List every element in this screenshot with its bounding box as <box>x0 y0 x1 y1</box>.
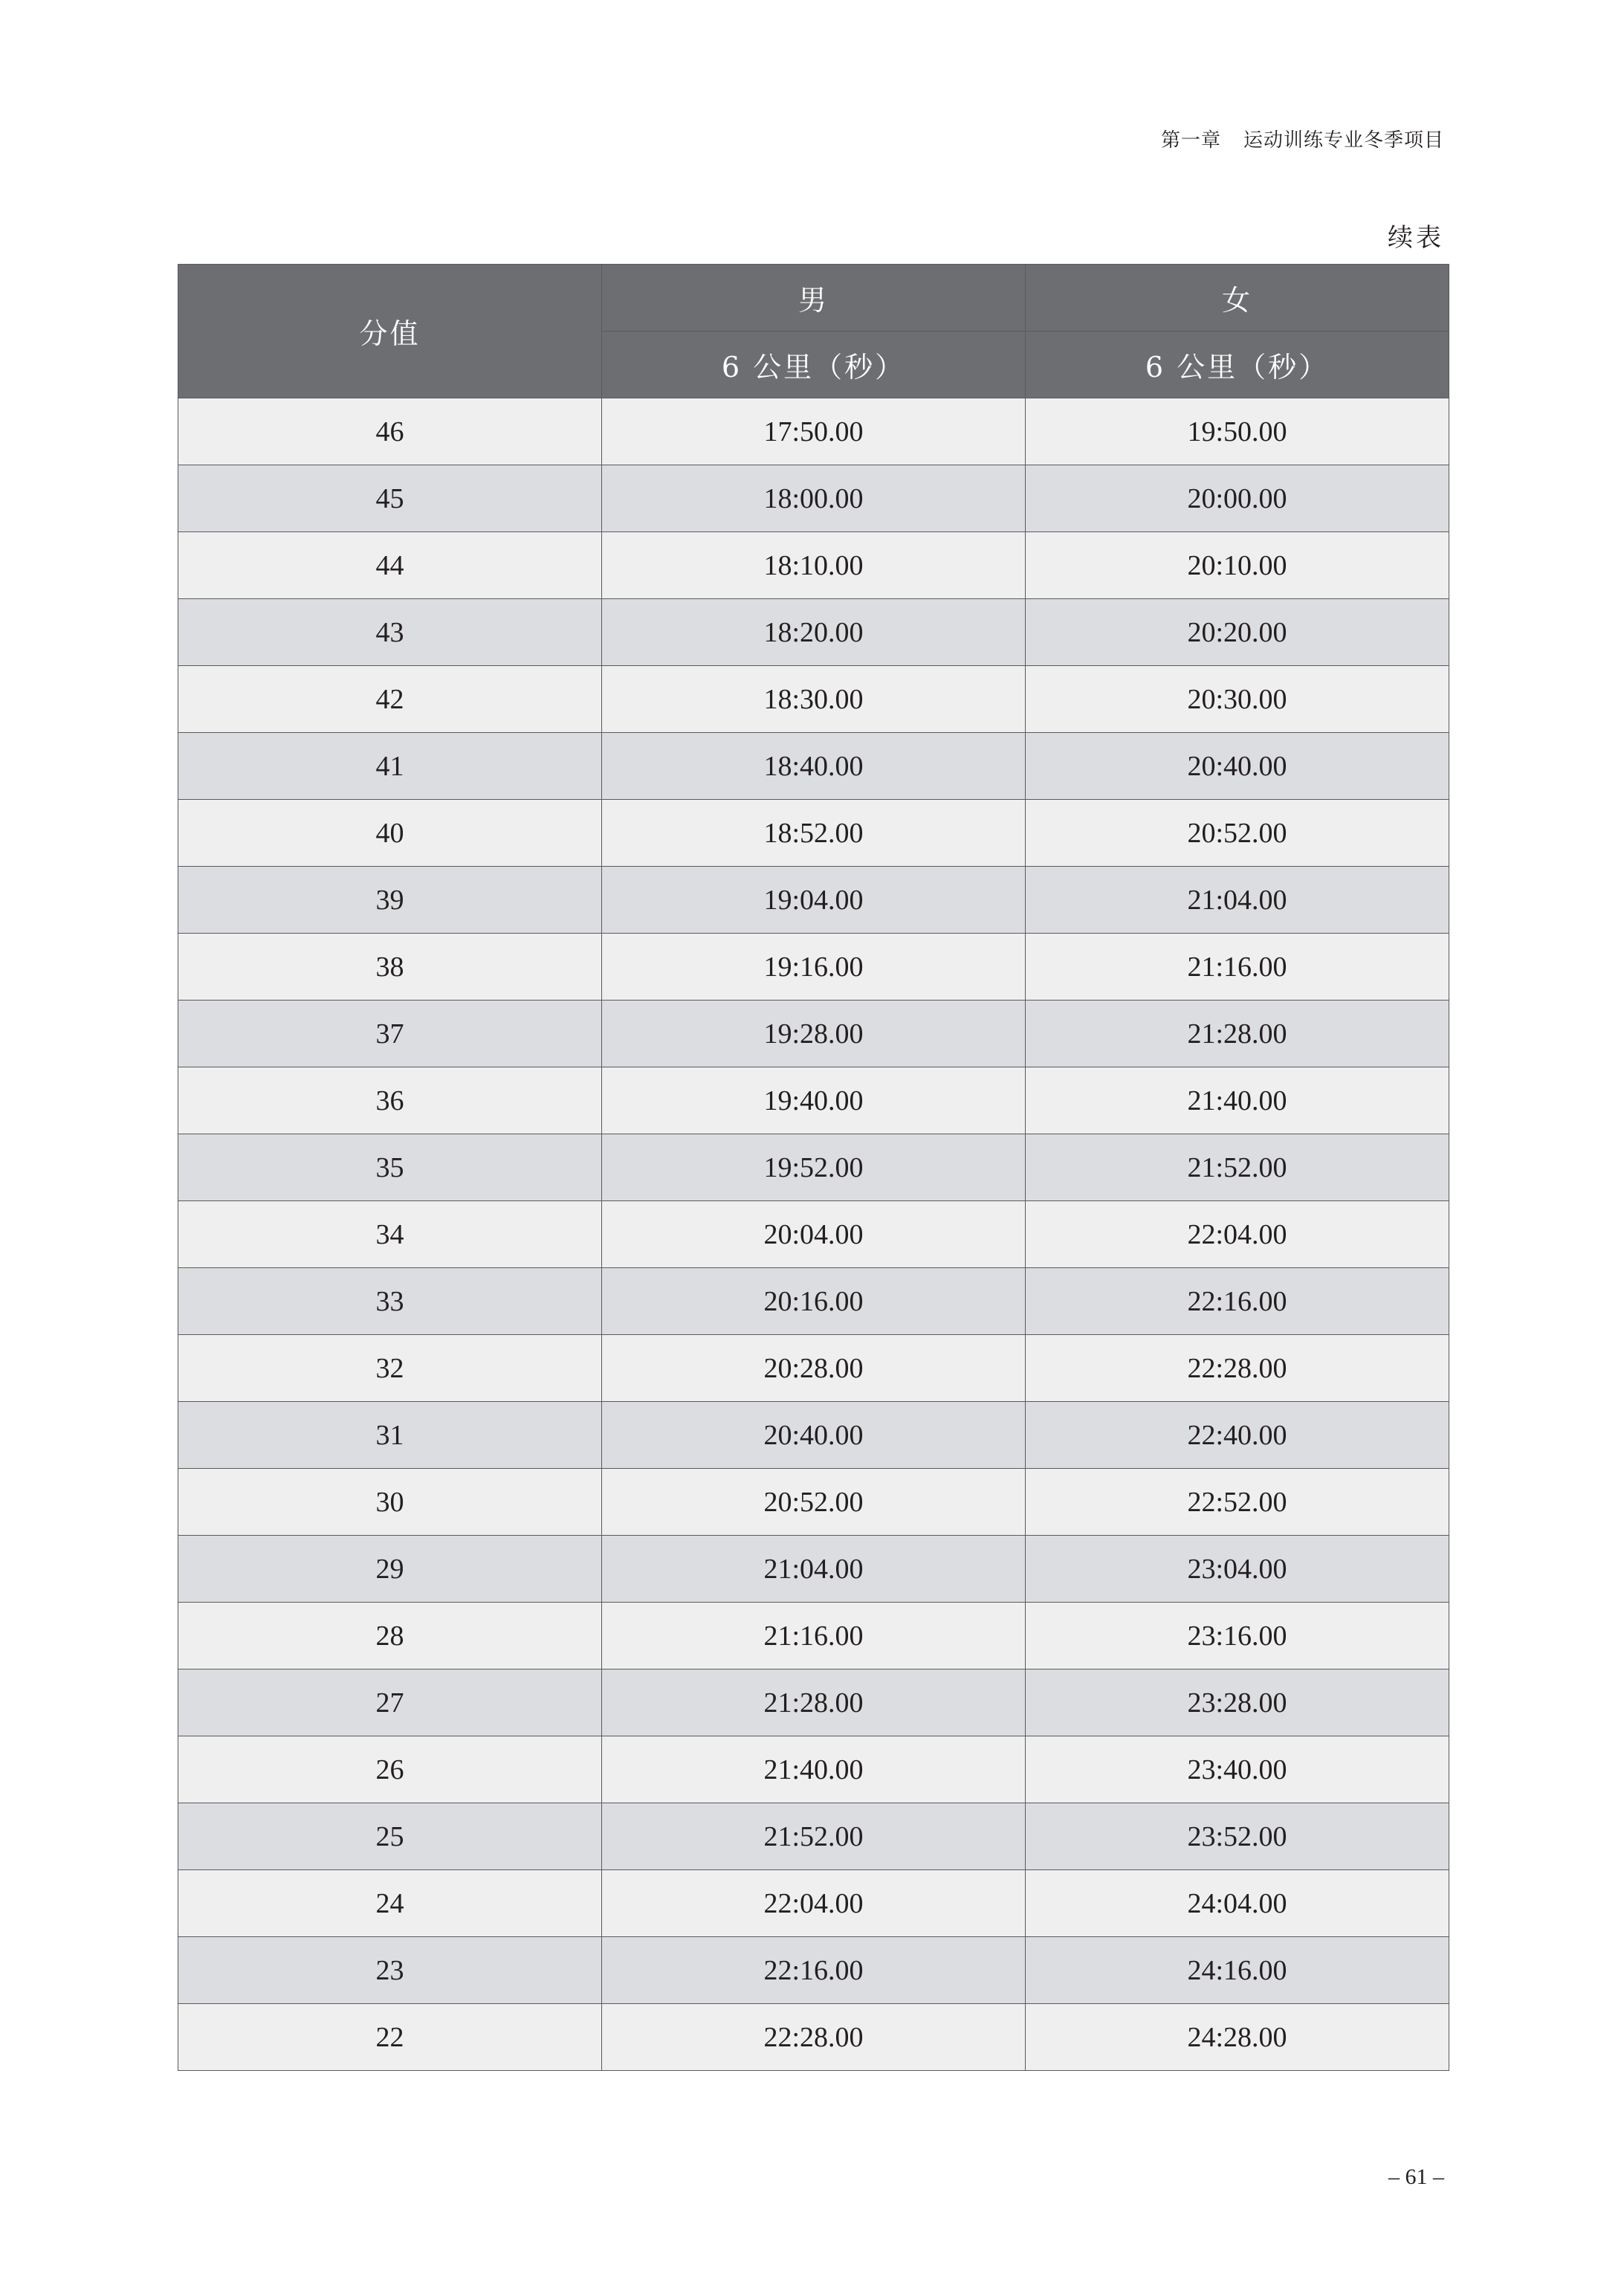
male-time-cell: 18:20.00 <box>602 599 1026 666</box>
table-row <box>178 934 1449 1001</box>
score-cell: 43 <box>178 599 602 666</box>
score-cell: 28 <box>178 1603 602 1670</box>
male-time-cell: 22:04.00 <box>602 1870 1026 1937</box>
female-time-cell: 20:40.00 <box>1026 733 1449 800</box>
score-cell: 31 <box>178 1402 602 1469</box>
table-row <box>178 1536 1449 1603</box>
female-time-cell: 20:20.00 <box>1026 599 1449 666</box>
table-row <box>178 1670 1449 1736</box>
score-cell: 34 <box>178 1201 602 1268</box>
female-time-cell: 20:30.00 <box>1026 666 1449 733</box>
score-cell: 23 <box>178 1937 602 2004</box>
table-row <box>178 1134 1449 1201</box>
female-time-cell: 23:28.00 <box>1026 1670 1449 1736</box>
table-row <box>178 1402 1449 1469</box>
score-cell: 29 <box>178 1536 602 1603</box>
female-time-cell: 21:04.00 <box>1026 867 1449 934</box>
page-number: – 61 – <box>1388 2165 1444 2189</box>
table-row <box>178 1736 1449 1803</box>
table-row <box>178 398 1449 465</box>
score-cell: 27 <box>178 1670 602 1736</box>
male-time-cell: 18:40.00 <box>602 733 1026 800</box>
score-cell: 30 <box>178 1469 602 1536</box>
female-time-cell: 22:40.00 <box>1026 1402 1449 1469</box>
female-time-cell: 23:40.00 <box>1026 1736 1449 1803</box>
female-time-cell: 19:50.00 <box>1026 398 1449 465</box>
score-cell: 35 <box>178 1134 602 1201</box>
table-row <box>178 666 1449 733</box>
male-time-cell: 20:04.00 <box>602 1201 1026 1268</box>
score-cell: 33 <box>178 1268 602 1335</box>
male-time-cell: 19:28.00 <box>602 1001 1026 1067</box>
male-time-cell: 17:50.00 <box>602 398 1026 465</box>
score-column-header: 分值 <box>178 265 602 398</box>
male-time-cell: 19:04.00 <box>602 867 1026 934</box>
table-row <box>178 1937 1449 2004</box>
score-cell: 24 <box>178 1870 602 1937</box>
running-header <box>1161 125 1444 152</box>
score-cell: 32 <box>178 1335 602 1402</box>
female-time-cell: 21:52.00 <box>1026 1134 1449 1201</box>
male-time-cell: 19:40.00 <box>602 1067 1026 1134</box>
table-row <box>178 800 1449 867</box>
table-row <box>178 1870 1449 1937</box>
score-cell: 44 <box>178 532 602 599</box>
female-time-cell: 22:52.00 <box>1026 1469 1449 1536</box>
table-row <box>178 1603 1449 1670</box>
female-time-cell: 22:28.00 <box>1026 1335 1449 1402</box>
table-row <box>178 1803 1449 1870</box>
score-table <box>178 264 1449 2071</box>
male-time-cell: 18:52.00 <box>602 800 1026 867</box>
score-cell: 42 <box>178 666 602 733</box>
table-row <box>178 867 1449 934</box>
male-group-header: 男 <box>602 265 1026 332</box>
male-time-cell: 22:28.00 <box>602 2004 1026 2071</box>
score-cell: 45 <box>178 465 602 532</box>
table-row <box>178 1469 1449 1536</box>
chapter-label: 第一章 <box>1160 129 1221 152</box>
score-cell: 37 <box>178 1001 602 1067</box>
male-time-cell: 19:52.00 <box>602 1134 1026 1201</box>
male-time-cell: 20:28.00 <box>602 1335 1026 1402</box>
score-cell: 40 <box>178 800 602 867</box>
male-time-cell: 21:52.00 <box>602 1803 1026 1870</box>
male-time-cell: 20:52.00 <box>602 1469 1026 1536</box>
score-cell: 22 <box>178 2004 602 2071</box>
female-time-cell: 21:16.00 <box>1026 934 1449 1001</box>
table-row <box>178 1001 1449 1067</box>
female-time-cell: 23:04.00 <box>1026 1536 1449 1603</box>
female-group-header: 女 <box>1026 265 1449 332</box>
female-time-cell: 24:16.00 <box>1026 1937 1449 2004</box>
male-time-cell: 18:10.00 <box>602 532 1026 599</box>
female-time-cell: 22:16.00 <box>1026 1268 1449 1335</box>
male-time-cell: 21:16.00 <box>602 1603 1026 1670</box>
female-time-cell: 23:16.00 <box>1026 1603 1449 1670</box>
male-time-cell: 22:16.00 <box>602 1937 1026 2004</box>
table-row <box>178 1268 1449 1335</box>
score-cell: 46 <box>178 398 602 465</box>
table-row <box>178 733 1449 800</box>
female-time-cell: 21:40.00 <box>1026 1067 1449 1134</box>
table-row <box>178 532 1449 599</box>
table-row <box>178 1067 1449 1134</box>
table-body <box>178 398 1449 2071</box>
score-cell: 25 <box>178 1803 602 1870</box>
female-time-cell: 24:04.00 <box>1026 1870 1449 1937</box>
score-cell: 41 <box>178 733 602 800</box>
female-time-cell: 20:52.00 <box>1026 800 1449 867</box>
score-cell: 39 <box>178 867 602 934</box>
male-time-cell: 18:30.00 <box>602 666 1026 733</box>
male-time-cell: 18:00.00 <box>602 465 1026 532</box>
female-event-header: 6 公里（秒） <box>1026 332 1449 398</box>
male-time-cell: 21:28.00 <box>602 1670 1026 1736</box>
male-time-cell: 20:40.00 <box>602 1402 1026 1469</box>
male-time-cell: 20:16.00 <box>602 1268 1026 1335</box>
female-time-cell: 21:28.00 <box>1026 1001 1449 1067</box>
male-event-header: 6 公里（秒） <box>602 332 1026 398</box>
male-time-cell: 21:04.00 <box>602 1536 1026 1603</box>
table-row <box>178 1201 1449 1268</box>
score-cell: 38 <box>178 934 602 1001</box>
male-time-cell: 19:16.00 <box>602 934 1026 1001</box>
table-row <box>178 465 1449 532</box>
score-cell: 26 <box>178 1736 602 1803</box>
female-time-cell: 20:00.00 <box>1026 465 1449 532</box>
table-row <box>178 1335 1449 1402</box>
table-row <box>178 599 1449 666</box>
female-time-cell: 23:52.00 <box>1026 1803 1449 1870</box>
table-header <box>178 265 1449 398</box>
female-time-cell: 22:04.00 <box>1026 1201 1449 1268</box>
section-title: 运动训练专业冬季项目 <box>1243 129 1444 152</box>
score-cell: 36 <box>178 1067 602 1134</box>
female-time-cell: 20:10.00 <box>1026 532 1449 599</box>
table-row <box>178 2004 1449 2071</box>
male-time-cell: 21:40.00 <box>602 1736 1026 1803</box>
female-time-cell: 24:28.00 <box>1026 2004 1449 2071</box>
continuation-label: 续表 <box>1388 223 1444 253</box>
